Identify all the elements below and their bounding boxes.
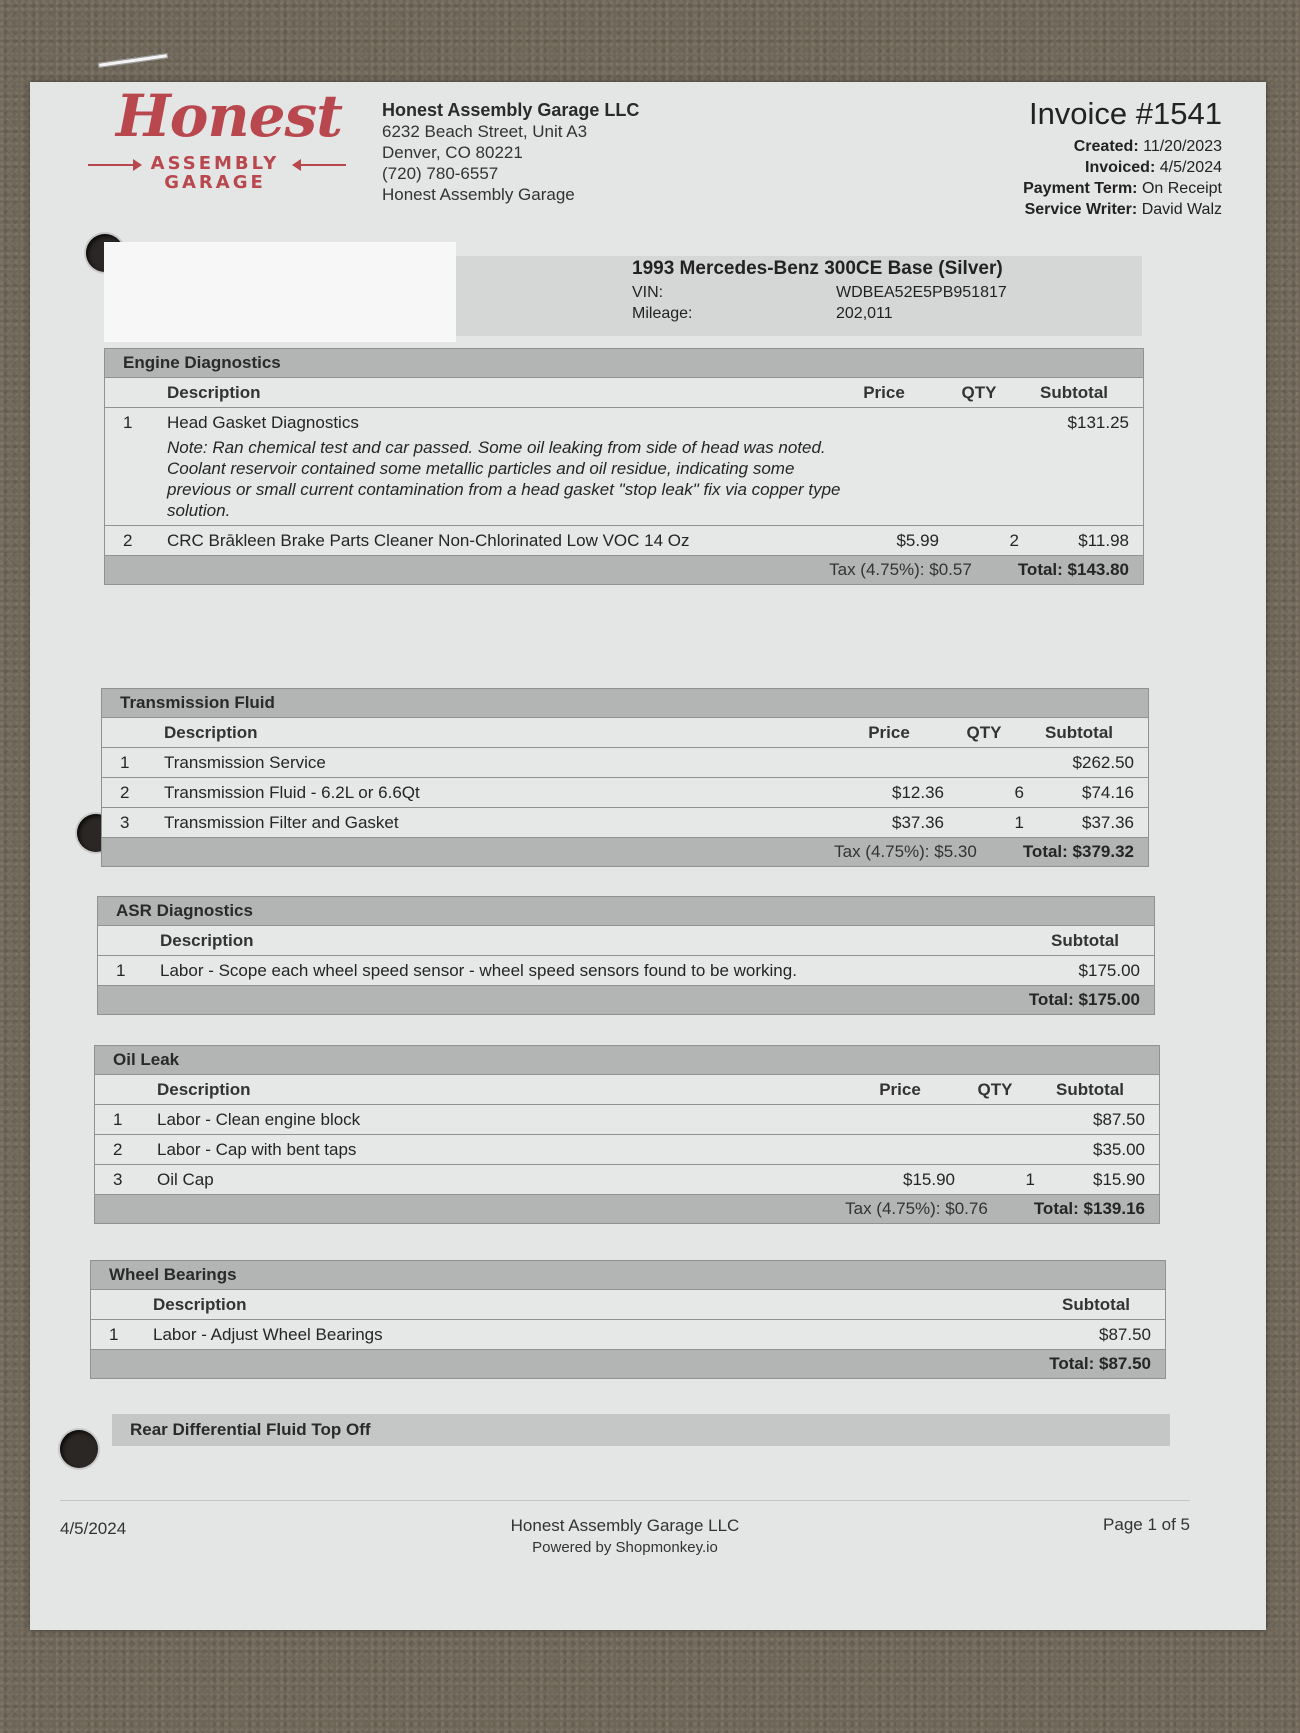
line-subtotal: $262.50 — [1072, 753, 1134, 772]
section-footer — [102, 838, 1148, 866]
table-header — [102, 718, 1148, 748]
col-description: Description — [160, 931, 254, 950]
line-subtotal: $37.36 — [1082, 813, 1134, 832]
vehicle-title: 1993 Mercedes-Benz 300CE Base (Silver) — [632, 258, 1003, 279]
section-tax: Tax (4.75%): $0.57 — [829, 560, 972, 579]
label: Payment Term: — [1023, 180, 1138, 197]
line-price — [854, 748, 944, 777]
company-logo — [82, 82, 352, 194]
table-row — [95, 1165, 1159, 1195]
value: 11/20/2023 — [1143, 138, 1222, 155]
line-subtotal: $87.50 — [1099, 1325, 1151, 1344]
col-subtotal: Subtotal — [1062, 1295, 1130, 1314]
section-total: Total: $175.00 — [1028, 990, 1140, 1009]
line-description: Transmission Service — [164, 753, 326, 772]
line-qty: 6 — [1014, 783, 1024, 802]
section-footer — [95, 1195, 1159, 1223]
section-asr-diagnostics — [97, 896, 1155, 1015]
line-number: 2 — [113, 1140, 123, 1159]
col-qty: QTY — [966, 723, 1002, 742]
line-qty — [955, 1135, 1035, 1164]
section-title: Wheel Bearings — [91, 1261, 1165, 1290]
line-qty — [939, 408, 1019, 525]
invoice-number: Invoice #1541 — [1028, 96, 1222, 131]
line-note: Note: Ran chemical test and car passed. Some oil leaking from side of head was noted. Coolant reservoir contained some metallic particles and oil residue, indicating some previous or small current contamination from a head gasket "stop leak" fix via copper type solution. — [167, 438, 841, 520]
col-description: Description — [164, 723, 258, 742]
mileage-label: Mileage: — [632, 305, 693, 322]
section-footer — [105, 556, 1143, 584]
section-total: Total: $143.80 — [1017, 560, 1129, 579]
col-qty: QTY — [961, 383, 997, 402]
line-subtotal: $175.00 — [1078, 961, 1140, 980]
col-subtotal: Subtotal — [1056, 1080, 1124, 1099]
col-subtotal: Subtotal — [1045, 723, 1113, 742]
line-subtotal: $87.50 — [1093, 1110, 1145, 1129]
table-row — [98, 956, 1154, 986]
table-row — [102, 778, 1148, 808]
section-footer — [91, 1350, 1165, 1378]
col-price: Price — [868, 723, 910, 742]
table-row — [105, 408, 1143, 526]
col-price: Price — [863, 383, 905, 402]
section-total: Total: $139.16 — [1033, 1199, 1145, 1218]
line-number: 3 — [113, 1170, 123, 1189]
logo-sub-line: ASSEMBLY — [150, 153, 280, 174]
line-subtotal: $131.25 — [1067, 413, 1129, 432]
line-price — [865, 1135, 955, 1164]
section-title: ASR Diagnostics — [98, 897, 1154, 926]
section-rear-differential — [112, 1414, 1170, 1446]
line-subtotal: $74.16 — [1082, 783, 1134, 802]
line-price: $5.99 — [896, 531, 939, 550]
col-description: Description — [153, 1295, 247, 1314]
section-transmission-fluid — [101, 688, 1149, 867]
line-qty: 1 — [1014, 813, 1024, 832]
logo-arrow-icon — [294, 164, 346, 166]
line-number: 2 — [120, 783, 130, 802]
table-header — [105, 378, 1143, 408]
line-subtotal: $11.98 — [1078, 531, 1129, 550]
line-qty: 2 — [1009, 531, 1019, 550]
line-number: 1 — [120, 753, 130, 772]
redacted-customer-block — [104, 242, 456, 342]
line-description: Transmission Fluid - 6.2L or 6.6Qt — [164, 783, 420, 802]
line-number: 1 — [123, 413, 133, 432]
logo-subtitle — [150, 154, 280, 192]
section-tax: Tax (4.75%): $5.30 — [834, 842, 977, 861]
label: Created: — [1073, 138, 1139, 155]
section-footer — [98, 986, 1154, 1014]
col-subtotal: Subtotal — [1040, 383, 1108, 402]
value: David Walz — [1141, 201, 1222, 218]
table-row — [102, 808, 1148, 838]
section-title: Transmission Fluid — [102, 689, 1148, 718]
line-price: $37.36 — [892, 813, 944, 832]
footer-center — [60, 1515, 1190, 1559]
section-engine-diagnostics — [104, 348, 1144, 585]
line-price: $15.90 — [903, 1170, 955, 1189]
label: Service Writer: — [1024, 201, 1138, 218]
logo-wordmark: Honest — [116, 82, 342, 150]
invoice-created — [1023, 136, 1222, 157]
table-header — [98, 926, 1154, 956]
footer-company: Honest Assembly Garage LLC — [510, 1516, 740, 1535]
table-header — [95, 1075, 1159, 1105]
line-description: Labor - Cap with bent taps — [157, 1140, 357, 1159]
table-row — [105, 526, 1143, 556]
invoice-writer — [1023, 199, 1222, 220]
footer-date: 4/5/2024 — [60, 1519, 127, 1538]
line-price — [849, 408, 939, 525]
company-address-line: Denver, CO 80221 — [382, 143, 523, 162]
company-info — [382, 100, 639, 205]
line-subtotal: $35.00 — [1093, 1140, 1145, 1159]
line-price: $12.36 — [892, 783, 944, 802]
invoice-invoiced — [1023, 157, 1222, 178]
section-tax: Tax (4.75%): $0.76 — [845, 1199, 988, 1218]
footer-powered-by: Powered by Shopmonkey.io — [532, 1539, 718, 1556]
punch-hole — [60, 1430, 98, 1468]
line-number: 1 — [109, 1325, 119, 1344]
page-footer — [60, 1500, 1190, 1559]
table-row — [95, 1105, 1159, 1135]
col-subtotal: Subtotal — [1051, 931, 1119, 950]
logo-arrow-icon — [88, 164, 140, 166]
vehicle-info — [632, 256, 1007, 324]
company-phone: (720) 780-6557 — [382, 164, 499, 183]
line-description: Oil Cap — [157, 1170, 214, 1189]
label: Invoiced: — [1085, 159, 1156, 176]
company-dba: Honest Assembly Garage — [382, 185, 575, 204]
section-title: Rear Differential Fluid Top Off — [112, 1414, 1170, 1446]
table-header — [91, 1290, 1165, 1320]
line-number: 1 — [116, 961, 126, 980]
section-total: Total: $379.32 — [1022, 842, 1134, 861]
line-description: Labor - Adjust Wheel Bearings — [153, 1325, 383, 1344]
line-description: Labor - Scope each wheel speed sensor - wheel speed sensors found to be working. — [160, 961, 797, 980]
section-oil-leak — [94, 1045, 1160, 1224]
line-number: 2 — [123, 531, 133, 550]
invoice-term — [1023, 178, 1222, 199]
line-description: Labor - Clean engine block — [157, 1110, 361, 1129]
logo-sub-line: GARAGE — [164, 172, 266, 193]
company-name: Honest Assembly Garage LLC — [382, 100, 640, 120]
line-price — [865, 1105, 955, 1134]
col-price: Price — [879, 1080, 921, 1099]
footer-page-number: Page 1 of 5 — [1103, 1515, 1190, 1534]
line-qty — [944, 748, 1024, 777]
section-wheel-bearings — [90, 1260, 1166, 1379]
value: 4/5/2024 — [1159, 159, 1222, 176]
line-number: 3 — [120, 813, 130, 832]
line-subtotal: $15.90 — [1093, 1170, 1145, 1189]
col-description: Description — [157, 1080, 251, 1099]
line-number: 1 — [113, 1110, 123, 1129]
staple — [98, 53, 168, 68]
table-row — [91, 1320, 1165, 1350]
line-qty: 1 — [1025, 1170, 1035, 1189]
value: On Receipt — [1141, 180, 1222, 197]
invoice-header — [1023, 94, 1222, 220]
mileage-value: 202,011 — [836, 305, 893, 322]
line-description: Head Gasket Diagnostics — [167, 413, 359, 432]
col-description: Description — [167, 383, 261, 402]
section-total: Total: $87.50 — [1049, 1354, 1151, 1373]
vin-value: WDBEA52E5PB951817 — [836, 284, 1007, 301]
line-description: CRC Brākleen Brake Parts Cleaner Non-Chlorinated Low VOC 14 Oz — [167, 531, 690, 550]
col-qty: QTY — [977, 1080, 1013, 1099]
line-description: Transmission Filter and Gasket — [164, 813, 399, 832]
vin-label: VIN: — [632, 284, 664, 301]
table-row — [102, 748, 1148, 778]
company-address-line: 6232 Beach Street, Unit A3 — [382, 122, 588, 141]
section-title: Oil Leak — [95, 1046, 1159, 1075]
section-title: Engine Diagnostics — [105, 349, 1143, 378]
line-qty — [955, 1105, 1035, 1134]
table-row — [95, 1135, 1159, 1165]
